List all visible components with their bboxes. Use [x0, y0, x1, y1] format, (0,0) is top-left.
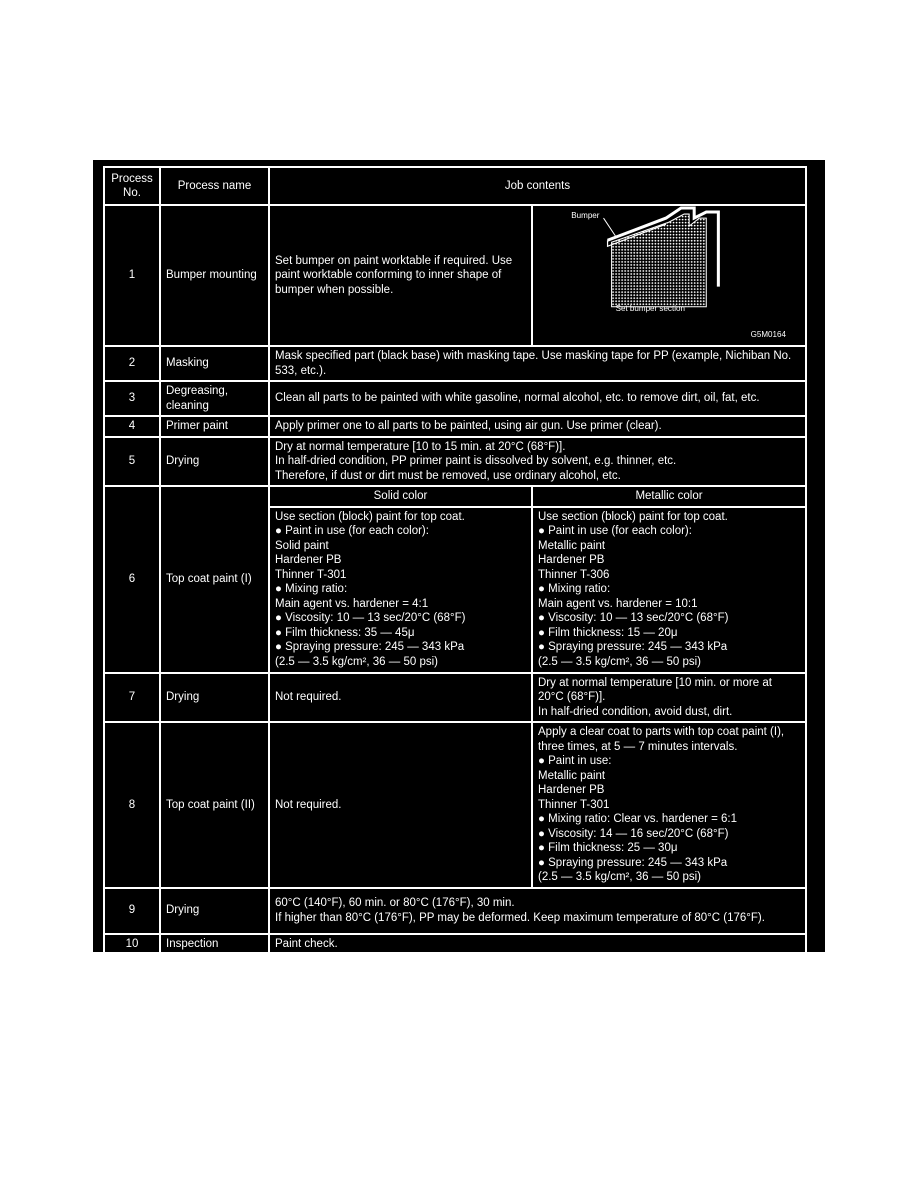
process-no: 10 [104, 934, 160, 955]
table-row [104, 673, 806, 723]
bumper-figure [532, 205, 806, 346]
process-no: 6 [104, 486, 160, 673]
solid-color-contents: Not required. [269, 673, 532, 723]
job-contents: Dry at normal temperature [10 to 15 min. at 20°C (68°F)]. In half-dried condition, PP primer paint is dissolved by solvent, e.g. thinner, etc. Therefore, if dust or dirt must be removed, use ordinary alcohol, etc. [269, 437, 806, 487]
solid-color-contents: Use section (block) paint for top coat. ● Paint in use (for each color): Solid paint Hardener PB Thinner T-301 ● Mixing ratio: Main agent vs. hardener = 4:1 ● Viscosity: 10 — 13 sec/20°C (68°F) ● Film thickness: 35 — 45μ ● Spraying pressure: 245 — 343 kPa (2.5 — 3.5 kg/cm², 36 — 50 psi) [269, 507, 532, 673]
process-no: 8 [104, 722, 160, 888]
painting-process-table [103, 166, 807, 976]
metallic-color-header: Metallic color [532, 486, 806, 507]
process-name: Bumper mounting [160, 205, 269, 346]
job-contents: 60°C (140°F), 60 min. or 80°C (176°F), 30 min. If higher than 80°C (176°F), PP may be deformed. Keep maximum temperature of 80°C (176°F). [269, 888, 806, 934]
job-contents: Apply primer one to all parts to be painted, using air gun. Use primer (clear). [269, 416, 806, 437]
process-name: Drying [160, 437, 269, 487]
table-row [104, 934, 806, 955]
metallic-color-contents: Apply a clear coat to parts with top coat paint (I), three times, at 5 — 7 minutes intervals. ● Paint in use: Metallic paint Hardener PB Thinner T-301 ● Mixing ratio: Clear vs. hardener = 6:1 ● Viscosity: 14 — 16 sec/20°C (68°F) ● Film thickness: 25 — 30μ ● Spraying pressure: 245 — 343 kPa (2.5 — 3.5 kg/cm², 36 — 50 psi) [532, 722, 806, 888]
metallic-color-contents: Use section (block) paint for top coat. ● Paint in use (for each color): Metallic paint Hardener PB Thinner T-306 ● Mixing ratio: Main agent vs. hardener = 10:1 ● Viscosity: 10 — 13 sec/20°C (68°F) ● Film thickness: 15 — 20μ ● Spraying pressure: 245 — 343 kPa (2.5 — 3.5 kg/cm², 36 — 50 psi) [532, 507, 806, 673]
header-job-contents: Job contents [269, 167, 806, 205]
worktable-shape [612, 214, 707, 307]
process-name: Degreasing, cleaning [160, 381, 269, 416]
process-no: 9 [104, 888, 160, 934]
process-no: 5 [104, 437, 160, 487]
job-contents: Clean all parts to be painted with white gasoline, normal alcohol, etc. to remove dirt, oil, fat, etc. [269, 381, 806, 416]
bumper-section-diagram [533, 206, 805, 345]
process-name: Top coat paint (II) [160, 722, 269, 888]
table-row [104, 346, 806, 381]
process-no: 7 [104, 673, 160, 723]
process-name: Top coat paint (I) [160, 486, 269, 673]
table-header-row [104, 167, 806, 205]
solid-color-header: Solid color [269, 486, 532, 507]
table-row [104, 205, 806, 346]
process-no: 11 [104, 954, 160, 975]
job-contents: Set bumper on paint worktable if required. Use paint worktable conforming to inner shape of bumper when possible. [269, 205, 532, 346]
process-table-frame [93, 160, 825, 971]
table-row [104, 888, 806, 934]
table-row [104, 416, 806, 437]
process-name: Primer paint [160, 416, 269, 437]
process-no: 4 [104, 416, 160, 437]
job-contents: Mask specified part (black base) with masking tape. Use masking tape for PP (example, Nichiban No. 533, etc.). [269, 346, 806, 381]
table-row [104, 381, 806, 416]
metallic-color-contents: Dry at normal temperature [10 min. or more at 20°C (68°F)]. In half-dried condition, avoid dust, dirt. [532, 673, 806, 723]
bumper-label: Bumper [571, 211, 600, 221]
header-process-name: Process name [160, 167, 269, 205]
process-name: Masking removal [160, 954, 269, 975]
section-label: Set bumper section [615, 303, 685, 313]
process-no: 3 [104, 381, 160, 416]
table-row [104, 722, 806, 888]
header-process-no: Process No. [104, 167, 160, 205]
process-no: 2 [104, 346, 160, 381]
process-name: Drying [160, 888, 269, 934]
table-row [104, 437, 806, 487]
table-subheader-row [104, 486, 806, 507]
figure-code: G5M0164 [750, 329, 786, 339]
process-name: Inspection [160, 934, 269, 955]
job-contents: Remove masking in process No. 2. [269, 954, 806, 975]
job-contents: Paint check. [269, 934, 806, 955]
solid-color-contents: Not required. [269, 722, 532, 888]
process-name: Drying [160, 673, 269, 723]
process-name: Masking [160, 346, 269, 381]
table-row [104, 954, 806, 975]
process-no: 1 [104, 205, 160, 346]
